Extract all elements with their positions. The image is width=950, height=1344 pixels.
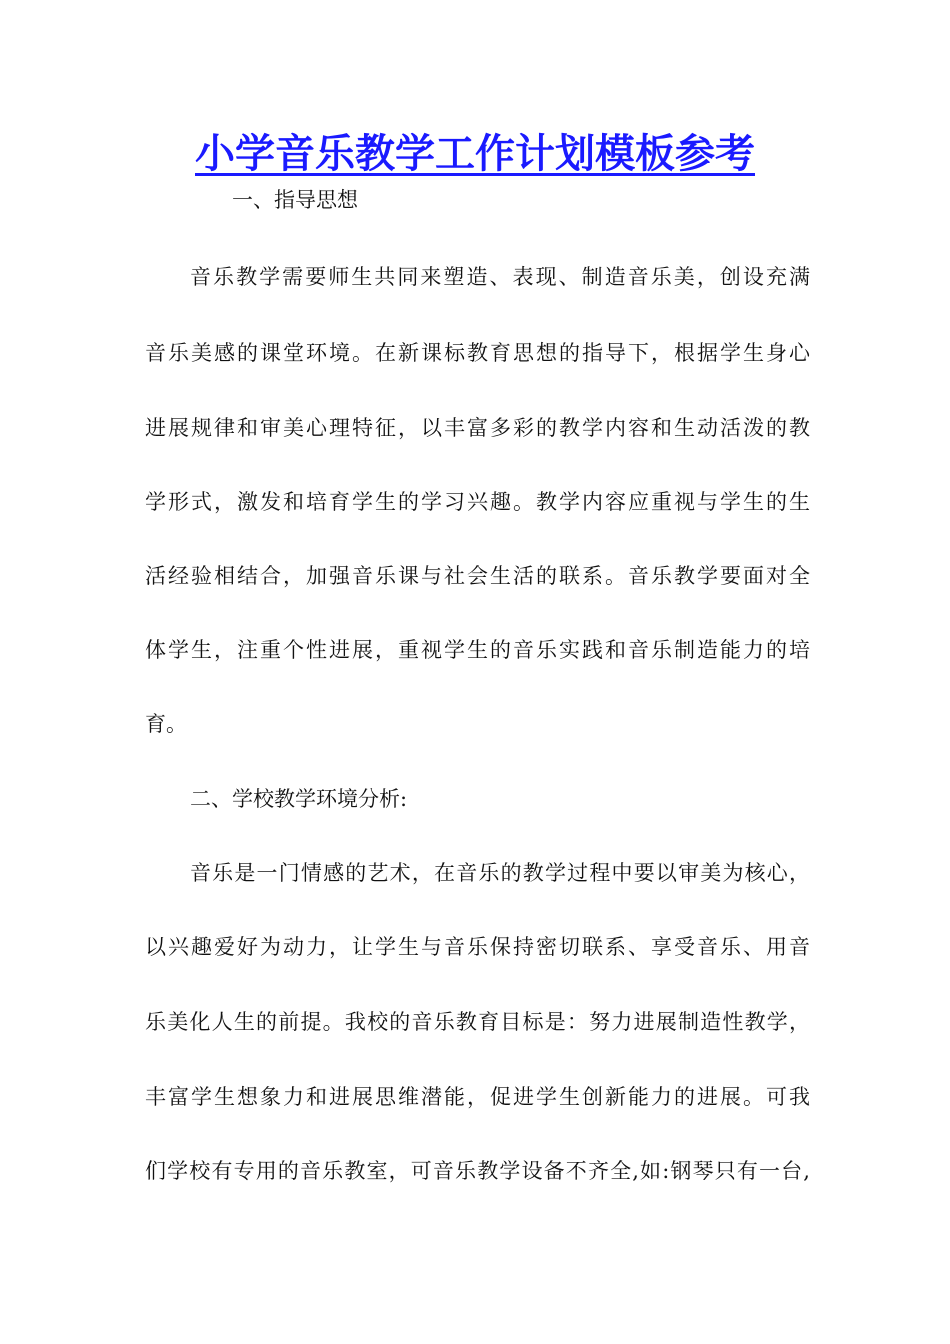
paragraph-line: 活经验相结合，加强音乐课与社会生活的联系。音乐教学要面对全 (145, 564, 810, 588)
paragraph-line: 音乐教学需要师生共同来塑造、表现、制造音乐美，创设充满 (190, 265, 810, 289)
paragraph-line: 学形式，激发和培育学生的学习兴趣。教学内容应重视与学生的生 (145, 490, 810, 514)
paragraph-line: 丰富学生想象力和进展思维潜能，促进学生创新能力的进展。可我 (145, 1085, 810, 1109)
document-title: 小学音乐教学工作计划模板参考 (195, 130, 755, 177)
paragraph-line: 育。 (145, 712, 187, 736)
paragraph-line: 以兴趣爱好为动力，让学生与音乐保持密切联系、享受音乐、用音 (145, 935, 810, 959)
section-heading-2: 二、学校教学环境分析: (190, 787, 408, 811)
paragraph-line: 音乐是一门情感的艺术，在音乐的教学过程中要以审美为核心， (190, 861, 810, 885)
paragraph-line: 们学校有专用的音乐教室，可音乐教学设备不齐全,如:钢琴只有一台, (145, 1159, 810, 1183)
section-heading-1: 一、指导思想 (232, 188, 358, 212)
paragraph-line: 体学生，注重个性进展，重视学生的音乐实践和音乐制造能力的培 (145, 638, 810, 662)
paragraph-line: 音乐美感的课堂环境。在新课标教育思想的指导下，根据学生身心 (145, 341, 810, 365)
paragraph-line: 乐美化人生的前提。我校的音乐教育目标是：努力进展制造性教学， (145, 1010, 810, 1034)
paragraph-line: 进展规律和审美心理特征，以丰富多彩的教学内容和生动活泼的教 (145, 416, 810, 440)
